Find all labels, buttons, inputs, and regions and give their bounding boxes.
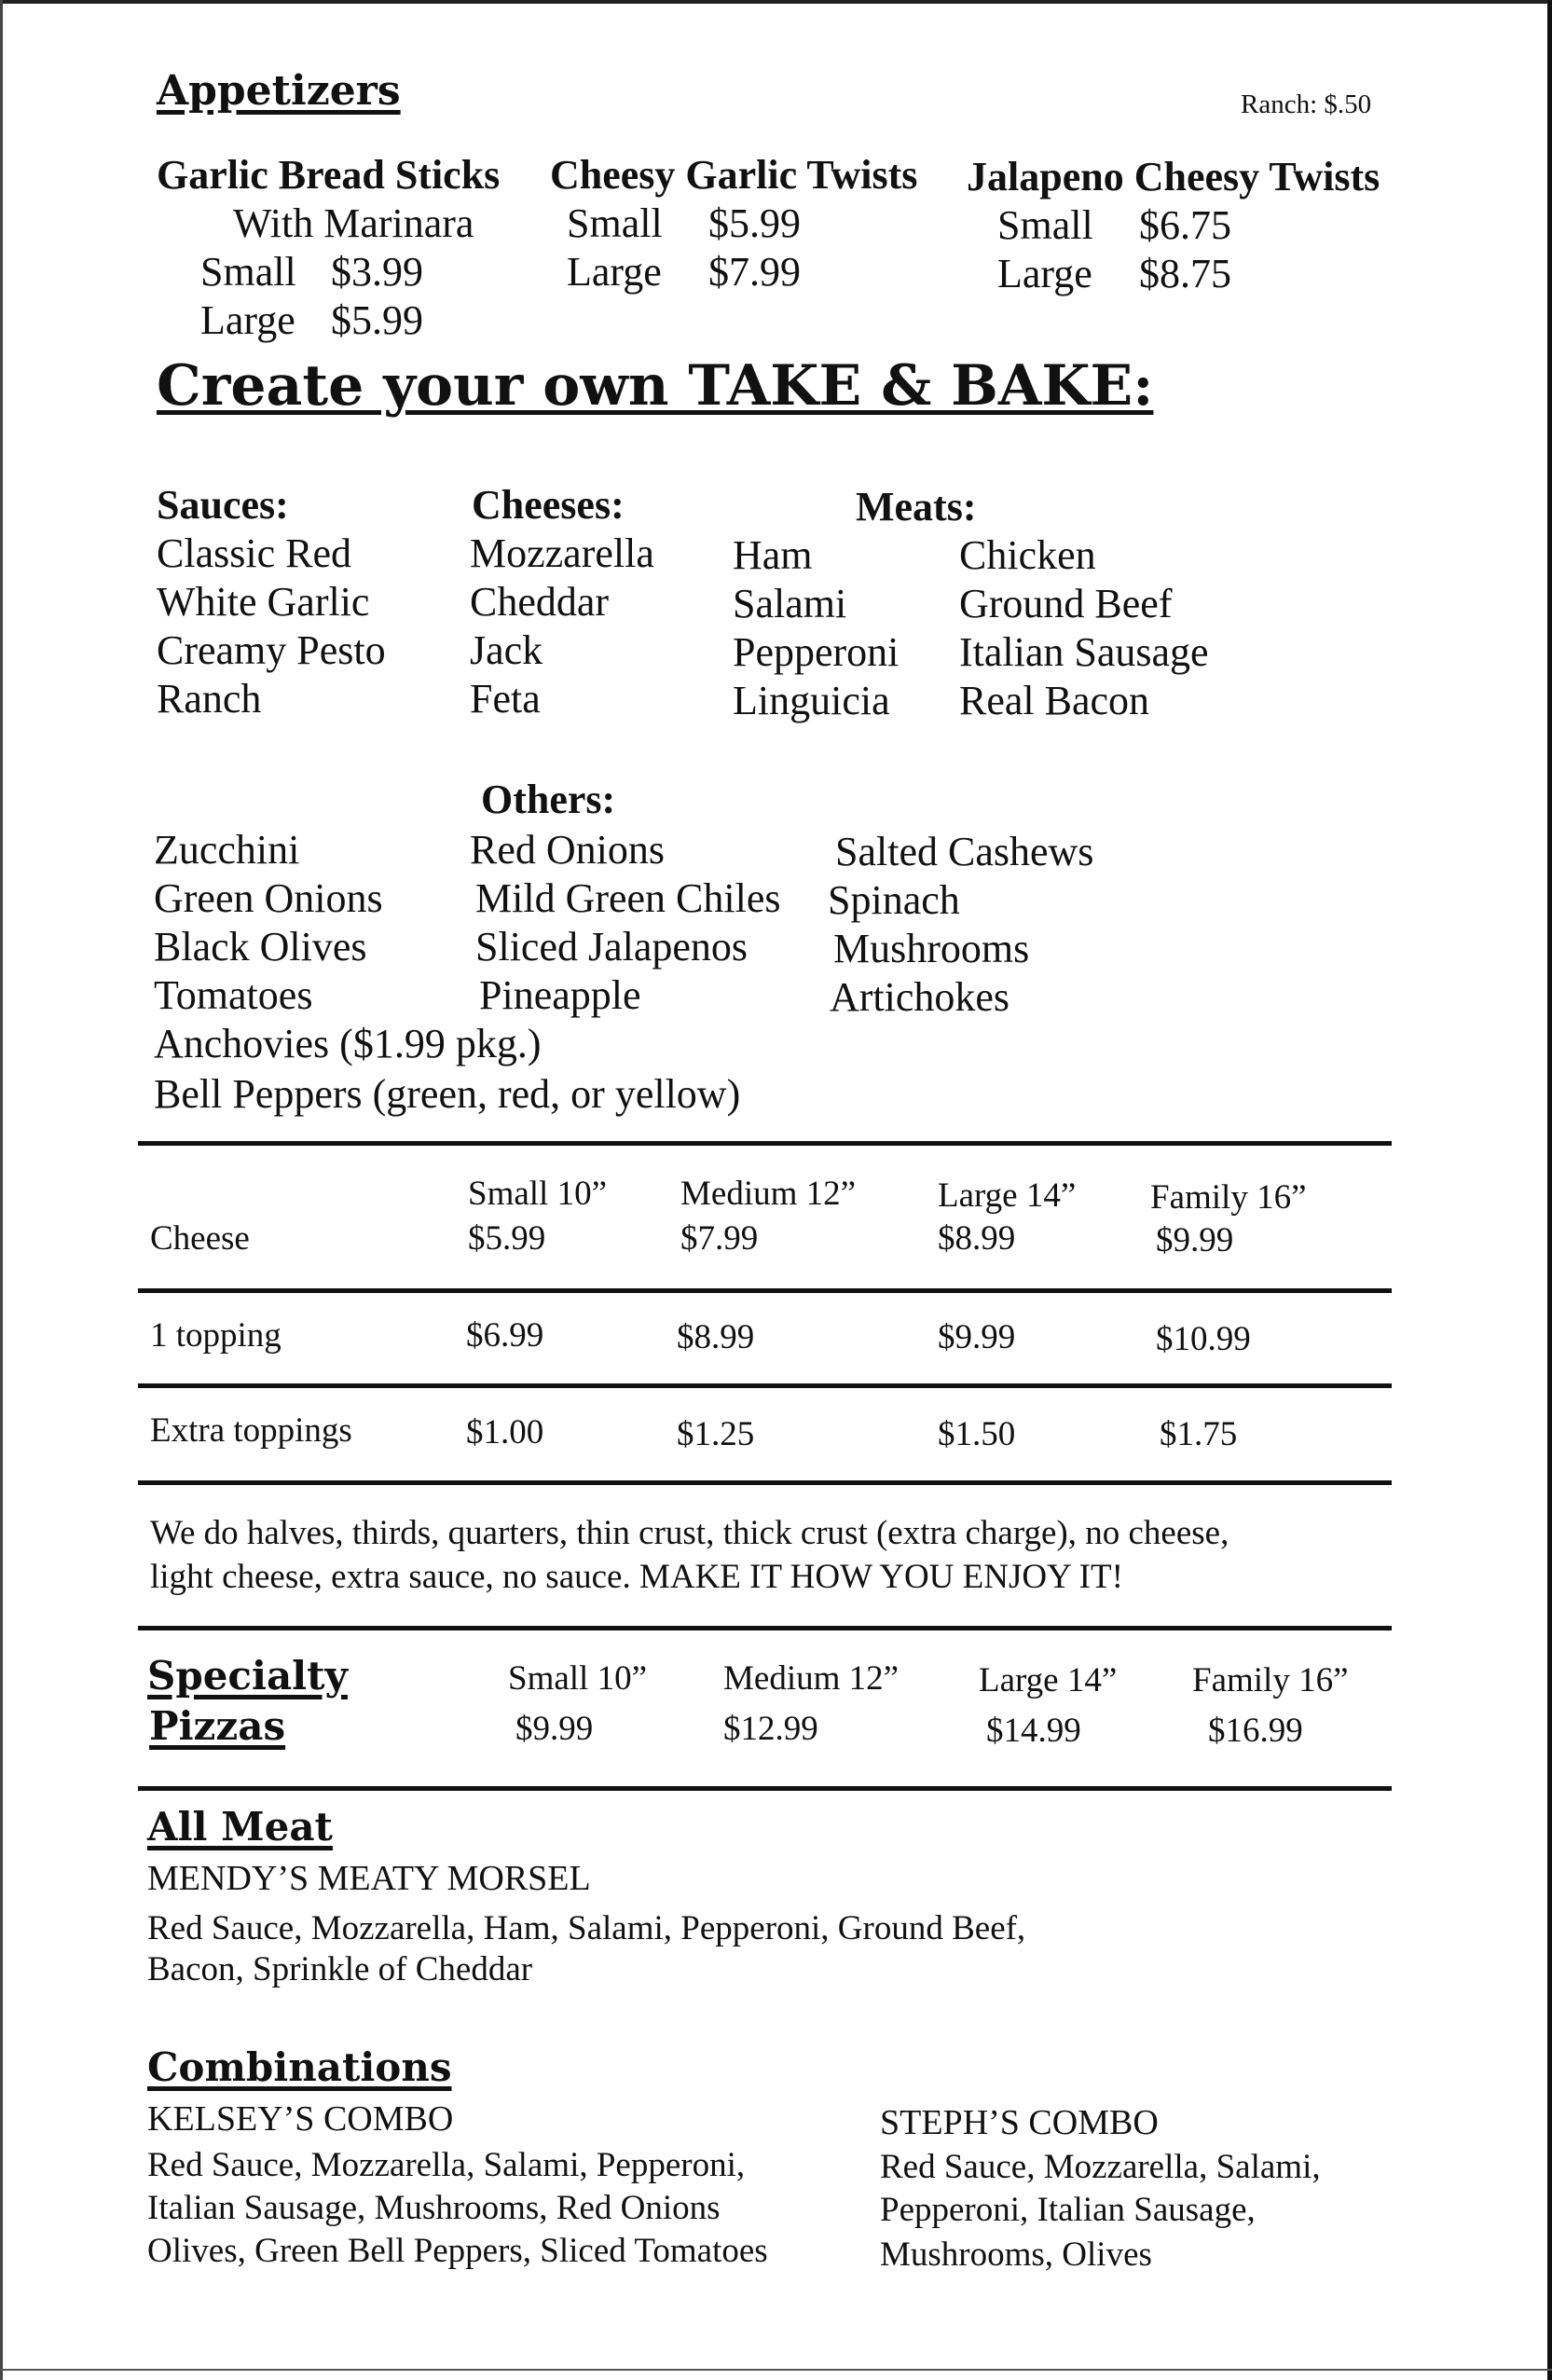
price-cell: $1.50 (938, 1415, 1016, 1453)
table-rule (138, 1288, 1392, 1293)
row-label: Extra toppings (150, 1411, 352, 1450)
price-cell: $6.99 (466, 1316, 544, 1355)
pizza-description: Italian Sausage, Mushrooms, Red Onions (147, 2189, 721, 2227)
meat-item: Ground Beef (959, 581, 1173, 626)
table-rule (138, 1480, 1392, 1485)
size-header: Medium 12” (680, 1175, 857, 1213)
specialty-price: $12.99 (723, 1710, 818, 1748)
cheese-item: Jack (470, 627, 543, 673)
cheeses-heading: Cheeses: (472, 482, 625, 528)
size-price: $8.75 (1139, 251, 1231, 296)
other-item: Anchovies ($1.99 pkg.) (154, 1021, 542, 1066)
pizza-description: Mushrooms, Olives (880, 2236, 1152, 2274)
price-cell: $8.99 (677, 1318, 755, 1356)
size-price: $5.99 (331, 297, 423, 343)
other-item: Black Olives (154, 924, 367, 970)
other-item: Spinach (828, 877, 960, 923)
size-price: $3.99 (331, 249, 423, 295)
meat-item: Chicken (959, 532, 1096, 578)
ranch-note: Ranch: $.50 (1241, 89, 1372, 119)
page-bottom-border (0, 2369, 1552, 2371)
size-price: $6.75 (1139, 202, 1231, 248)
pizza-name: STEPH’S COMBO (880, 2103, 1159, 2142)
price-cell: $1.75 (1160, 1415, 1238, 1453)
meat-item: Real Bacon (959, 678, 1150, 723)
size-label: Large (567, 249, 662, 295)
size-label: Large (997, 251, 1092, 296)
row-label: 1 topping (150, 1316, 282, 1355)
price-cell: $1.25 (677, 1415, 755, 1453)
appetizer-name: Garlic Bread Sticks (157, 152, 501, 198)
other-item: Green Onions (154, 875, 383, 921)
page-top-border (0, 0, 1552, 4)
specialty-price: $14.99 (986, 1712, 1081, 1750)
other-item: Tomatoes (154, 972, 313, 1018)
appetizer-subtitle: With Marinara (233, 200, 474, 246)
table-rule (138, 1626, 1392, 1630)
other-item: Red Onions (470, 827, 665, 873)
appetizers-heading: Appetizers (157, 67, 401, 115)
meats-heading: Meats: (856, 484, 977, 530)
size-header: Small 10” (468, 1175, 608, 1213)
combinations-heading: Combinations (147, 2044, 452, 2090)
sauce-item: Ranch (157, 676, 262, 722)
cheese-item: Mozzarella (470, 530, 654, 576)
pizza-description: Red Sauce, Mozzarella, Salami, (880, 2148, 1321, 2186)
other-item: Mild Green Chiles (475, 875, 781, 921)
other-item: Artichokes (830, 974, 1010, 1020)
cheese-item: Feta (470, 676, 541, 722)
pizza-description: Pepperoni, Italian Sausage, (880, 2191, 1256, 2229)
others-heading: Others: (481, 777, 616, 822)
meat-item: Pepperoni (733, 629, 900, 675)
size-price: $7.99 (708, 249, 801, 295)
size-label: Small (997, 202, 1093, 248)
size-label: Small (200, 249, 296, 295)
table-rule (138, 1383, 1392, 1388)
specialty-size: Large 14” (979, 1661, 1118, 1699)
price-cell: $7.99 (680, 1219, 759, 1258)
pizza-name: KELSEY’S COMBO (147, 2099, 454, 2139)
other-item: Sliced Jalapenos (475, 924, 749, 970)
size-header: Large 14” (938, 1176, 1077, 1215)
customization-note: We do halves, thirds, quarters, thin crust, thick crust (extra charge), no cheese, (150, 1514, 1229, 1552)
size-label: Large (200, 297, 295, 343)
sauce-item: Creamy Pesto (157, 627, 386, 673)
pizza-description: Red Sauce, Mozzarella, Salami, Pepperoni, (147, 2146, 746, 2184)
page-left-border (0, 0, 3, 2380)
customization-note: light cheese, extra sauce, no sauce. MAKE IT HOW YOU ENJOY IT! (150, 1558, 1123, 1596)
pizza-name: MENDY’S MEATY MORSEL (147, 1859, 591, 1898)
meat-item: Salami (733, 581, 847, 626)
sauce-item: White Garlic (157, 579, 370, 625)
specialty-size: Family 16” (1192, 1661, 1349, 1699)
other-item: Pineapple (479, 972, 641, 1018)
meat-item: Ham (733, 532, 813, 578)
price-cell: $10.99 (1156, 1320, 1251, 1358)
specialty-price: $16.99 (1208, 1712, 1303, 1750)
sauces-heading: Sauces: (157, 482, 289, 528)
specialty-price: $9.99 (515, 1710, 594, 1748)
appetizer-name: Jalapeno Cheesy Twists (967, 154, 1380, 199)
meat-item: Linguicia (733, 678, 890, 723)
price-cell: $1.00 (466, 1413, 544, 1451)
price-cell: $5.99 (468, 1219, 546, 1258)
price-cell: $9.99 (1156, 1221, 1234, 1259)
table-rule (138, 1141, 1392, 1146)
size-price: $5.99 (708, 200, 801, 246)
other-item: Mushrooms (833, 926, 1030, 971)
appetizer-name: Cheesy Garlic Twists (550, 152, 918, 198)
size-label: Small (567, 200, 663, 246)
page-right-border (1547, 0, 1552, 2380)
specialty-heading: Specialty (147, 1653, 348, 1699)
price-cell: $8.99 (938, 1219, 1016, 1258)
specialty-size: Medium 12” (723, 1659, 900, 1698)
other-item: Zucchini (154, 827, 300, 873)
pizza-description: Olives, Green Bell Peppers, Sliced Tomatoes (147, 2232, 768, 2270)
pizza-description: Bacon, Sprinkle of Cheddar (147, 1950, 533, 1988)
other-item: Salted Cashews (835, 829, 1094, 874)
table-rule (138, 1786, 1392, 1791)
pizza-description: Red Sauce, Mozzarella, Ham, Salami, Pepperoni, Ground Beef, (147, 1909, 1026, 1947)
take-and-bake-heading: Create your own TAKE & BAKE: (157, 353, 1154, 419)
specialty-heading: Pizzas (149, 1703, 286, 1749)
other-item: Bell Peppers (green, red, or yellow) (154, 1071, 741, 1117)
all-meat-heading: All Meat (147, 1804, 333, 1850)
specialty-size: Small 10” (508, 1659, 648, 1698)
price-cell: $9.99 (938, 1318, 1016, 1356)
row-label: Cheese (150, 1219, 250, 1258)
meat-item: Italian Sausage (959, 629, 1209, 675)
sauce-item: Classic Red (157, 530, 351, 576)
cheese-item: Cheddar (470, 579, 610, 625)
size-header: Family 16” (1150, 1178, 1307, 1217)
